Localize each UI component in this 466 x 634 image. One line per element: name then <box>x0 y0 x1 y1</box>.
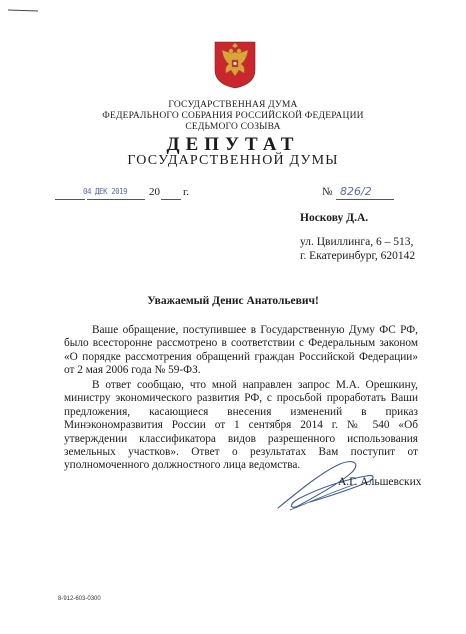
footer-phone: 8-912-603-0300 <box>58 596 101 602</box>
deputy-title: ДЕПУТАТ <box>166 134 300 155</box>
handwritten-number: 826/2 <box>340 185 372 198</box>
handwritten-date: 04 ДЕК 2019 <box>83 187 128 196</box>
date-underline-2 <box>87 199 145 200</box>
addressee-street: ул. Цвиллинга, 6 – 513, <box>300 236 414 248</box>
date-line <box>55 186 195 202</box>
header-line-3: СЕДЬМОГО СОЗЫВА <box>185 122 281 132</box>
addressee-name: Носкову Д.А. <box>300 212 369 224</box>
paragraph-2: В ответ сообщаю, что мной направлен запрос М.А. Орешкину, министру экономического развития РФ, с просьбой проработать Ваши предложения, касающиеся внесения изменений в приказ Минэкономразвития России от 1 сентября 2014 г. № 540 «Об утверждении классификатора видов разрешенного использования земельных участков». Ответ о результатах Вам поступит от уполномоченного должностного лица ведомства. <box>64 379 418 472</box>
coat-of-arms-icon <box>213 40 257 90</box>
header-line-2: ФЕДЕРАЛЬНОГО СОБРАНИЯ РОССИЙСКОЙ ФЕДЕРАЦИИ <box>102 111 364 121</box>
document-number <box>322 186 412 202</box>
header-line-1: ГОСУДАРСТВЕННАЯ ДУМА <box>168 100 298 110</box>
number-sign: № <box>322 186 333 198</box>
corner-mark <box>8 9 38 11</box>
date-underline-1 <box>55 199 85 200</box>
number-underline <box>336 199 394 200</box>
signatory-name: А.Г. Альшевских <box>338 476 422 488</box>
duma-title: ГОСУДАРСТВЕННОЙ ДУМЫ <box>127 153 339 168</box>
greeting: Уважаемый Денис Анатольевич! <box>147 295 319 307</box>
date-year-suffix: г. <box>183 186 190 198</box>
date-underline-3 <box>161 199 181 200</box>
date-year-prefix: 20 <box>149 186 160 198</box>
addressee-city: г. Екатеринбург, 620142 <box>300 250 416 262</box>
paragraph-1: Ваше обращение, поступившее в Государственную Думу ФС РФ, было всесторонне рассмотрено в соответствии с Федеральным законом «О порядке рассмотрения обращений граждан Российской Федерации» от 2 мая 2006 года № 59-ФЗ. <box>64 324 418 377</box>
